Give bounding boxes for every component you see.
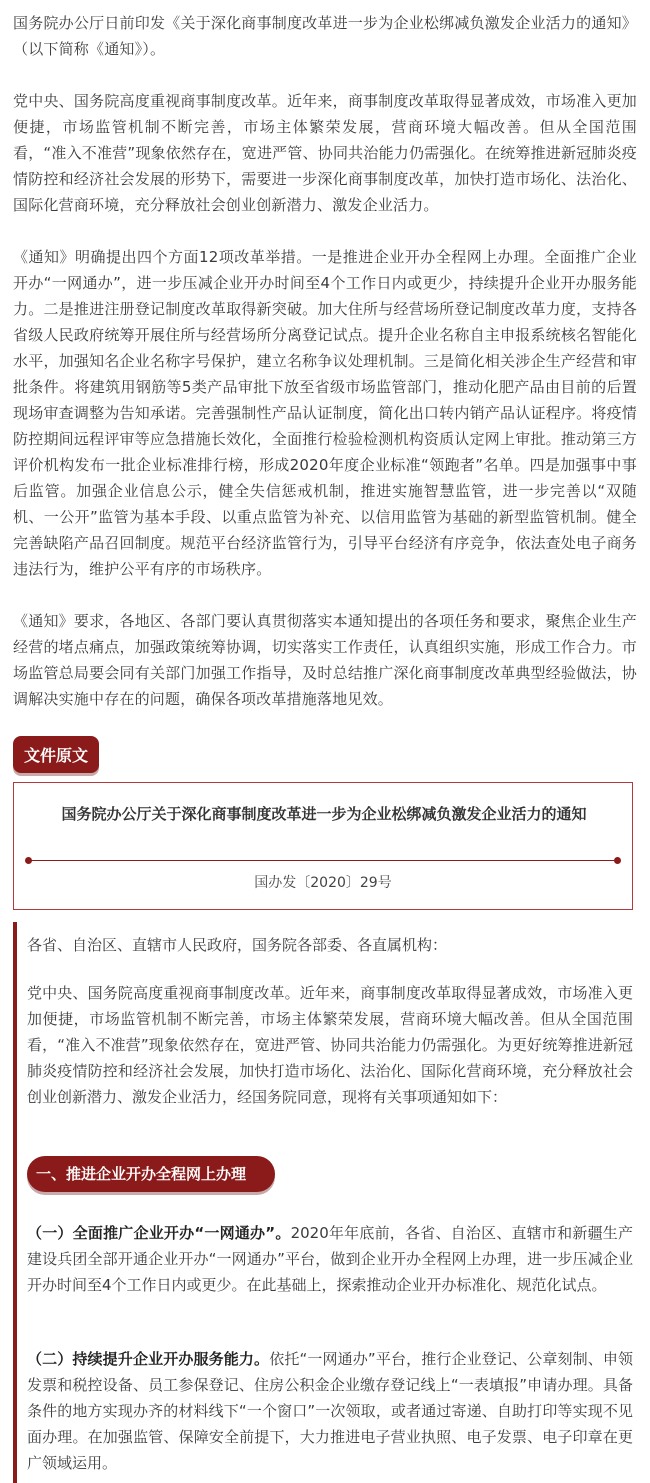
document-header-box	[13, 782, 633, 910]
divider-dot-right	[614, 857, 621, 864]
item-2	[27, 1346, 633, 1476]
original-text-tag: 文件原文	[13, 736, 99, 773]
intro-paragraph-4: 《通知》要求，各地区、各部门要认真贯彻落实本通知提出的各项任务和要求，聚焦企业生产经营的堵点痛点，加强政策统筹协调，切实落实工作责任，认真组织实施，形成工作合力。市场监管总局要会同有关部门加强工作指导，及时总结推广深化商事制度改革典型经验做法，协调解决实施中存在的问题，确保各项改革措施落地见效。	[13, 612, 637, 708]
document-number: 国办发〔2020〕29号	[254, 875, 392, 891]
item-2-heading: （二）持续提升企业开办服务能力。	[27, 1350, 270, 1368]
item-1-text: 2020年年底前，各省、自治区、直辖市和新疆生产建设兵团全部开通企业开办“一网通办”平台，做到企业开办全程网上办理，进一步压减企业开办时间至4个工作日内或更少。在此基础上，探索推动企业开办标准化、规范化试点。	[27, 1224, 633, 1294]
document-divider	[28, 860, 618, 861]
item-1	[27, 1220, 633, 1298]
document-title: 国务院办公厅关于深化商事制度改革进一步为企业松绑减负激发企业活力的通知	[61, 805, 587, 823]
item-2-text: 依托“一网通办”平台，推行企业登记、公章刻制、申领发票和税控设备、员工参保登记、住房公积金企业缴存登记线上“一表填报”申请办理。具备条件的地方实现办齐的材料线下“一个窗口”一次领取，或者通过寄递、自助打印等实现不见面办理。在加强监管、保障安全前提下，大力推进电子营业执照、电子发票、电子印章在更广领域运用。	[27, 1350, 633, 1472]
salutation: 各省、自治区、直辖市人民政府，国务院各部委、各直属机构：	[27, 936, 448, 954]
divider-dot-left	[25, 857, 32, 864]
item-1-heading: （一）全面推广企业开办“一网通办”。	[27, 1224, 291, 1242]
body-accent-bar	[13, 922, 17, 1483]
section-1-heading: 一、推进企业开办全程网上办理	[27, 1156, 275, 1192]
intro-paragraph-1: 国务院办公厅日前印发《关于深化商事制度改革进一步为企业松绑减负激发企业活力的通知》（以下简称《通知》）。	[13, 14, 637, 58]
intro-paragraph-2: 党中央、国务院高度重视商事制度改革。近年来，商事制度改革取得显著成效，市场准入更加便捷，市场监管机制不断完善，市场主体繁荣发展，营商环境大幅改善。但从全国范围看，“准入不准营”现象依然存在，宽进严管、协同共治能力仍需强化。在统筹推进新冠肺炎疫情防控和经济社会发展的形势下，需要进一步深化商事制度改革，加快打造市场化、法治化、国际化营商环境，充分释放社会创业创新潜力、激发企业活力。	[13, 92, 637, 214]
intro-paragraph-3: 《通知》明确提出四个方面12项改革举措。一是推进企业开办全程网上办理。全面推广企业开办“一网通办”，进一步压减企业开办时间至4个工作日内或更少，持续提升企业开办服务能力。二是推进注册登记制度改革取得新突破。加大住所与经营场所登记制度改革力度，支持各省级人民政府统筹开展住所与经营场所分离登记试点。提升企业名称自主申报系统核名智能化水平，加强知名企业名称字号保护，建立名称争议处理机制。三是简化相关涉企生产经营和审批条件。将建筑用钢筋等5类产品审批下放至省级市场监管部门，推动化肥产品由目前的后置现场审查调整为告知承诺。完善强制性产品认证制度，简化出口转内销产品认证程序。将疫情防控期间远程评审等应急措施长效化，全面推行检验检测机构资质认定网上审批。推动第三方评价机构发布一批企业标准排行榜，形成2020年度企业标准“领跑者”名单。四是加强事中事后监管。加强企业信息公示，健全失信惩戒机制，推进实施智慧监管，进一步完善以“双随机、一公开”监管为基本手段、以重点监管为补充、以信用监管为基础的新型监管机制。健全完善缺陷产品召回制度。规范平台经济监管行为，引导平台经济有序竞争，依法查处电子商务违法行为，维护公平有序的市场秩序。	[13, 248, 637, 578]
body-paragraph-1: 党中央、国务院高度重视商事制度改革。近年来，商事制度改革取得显著成效，市场准入更加便捷，市场监管机制不断完善，市场主体繁荣发展，营商环境大幅改善。但从全国范围看，“准入不准营”现象依然存在，宽进严管、协同共治能力仍需强化。为更好统筹推进新冠肺炎疫情防控和经济社会发展，加快打造市场化、法治化、国际化营商环境，充分释放社会创业创新潜力、激发企业活力，经国务院同意，现将有关事项通知如下：	[27, 984, 633, 1106]
